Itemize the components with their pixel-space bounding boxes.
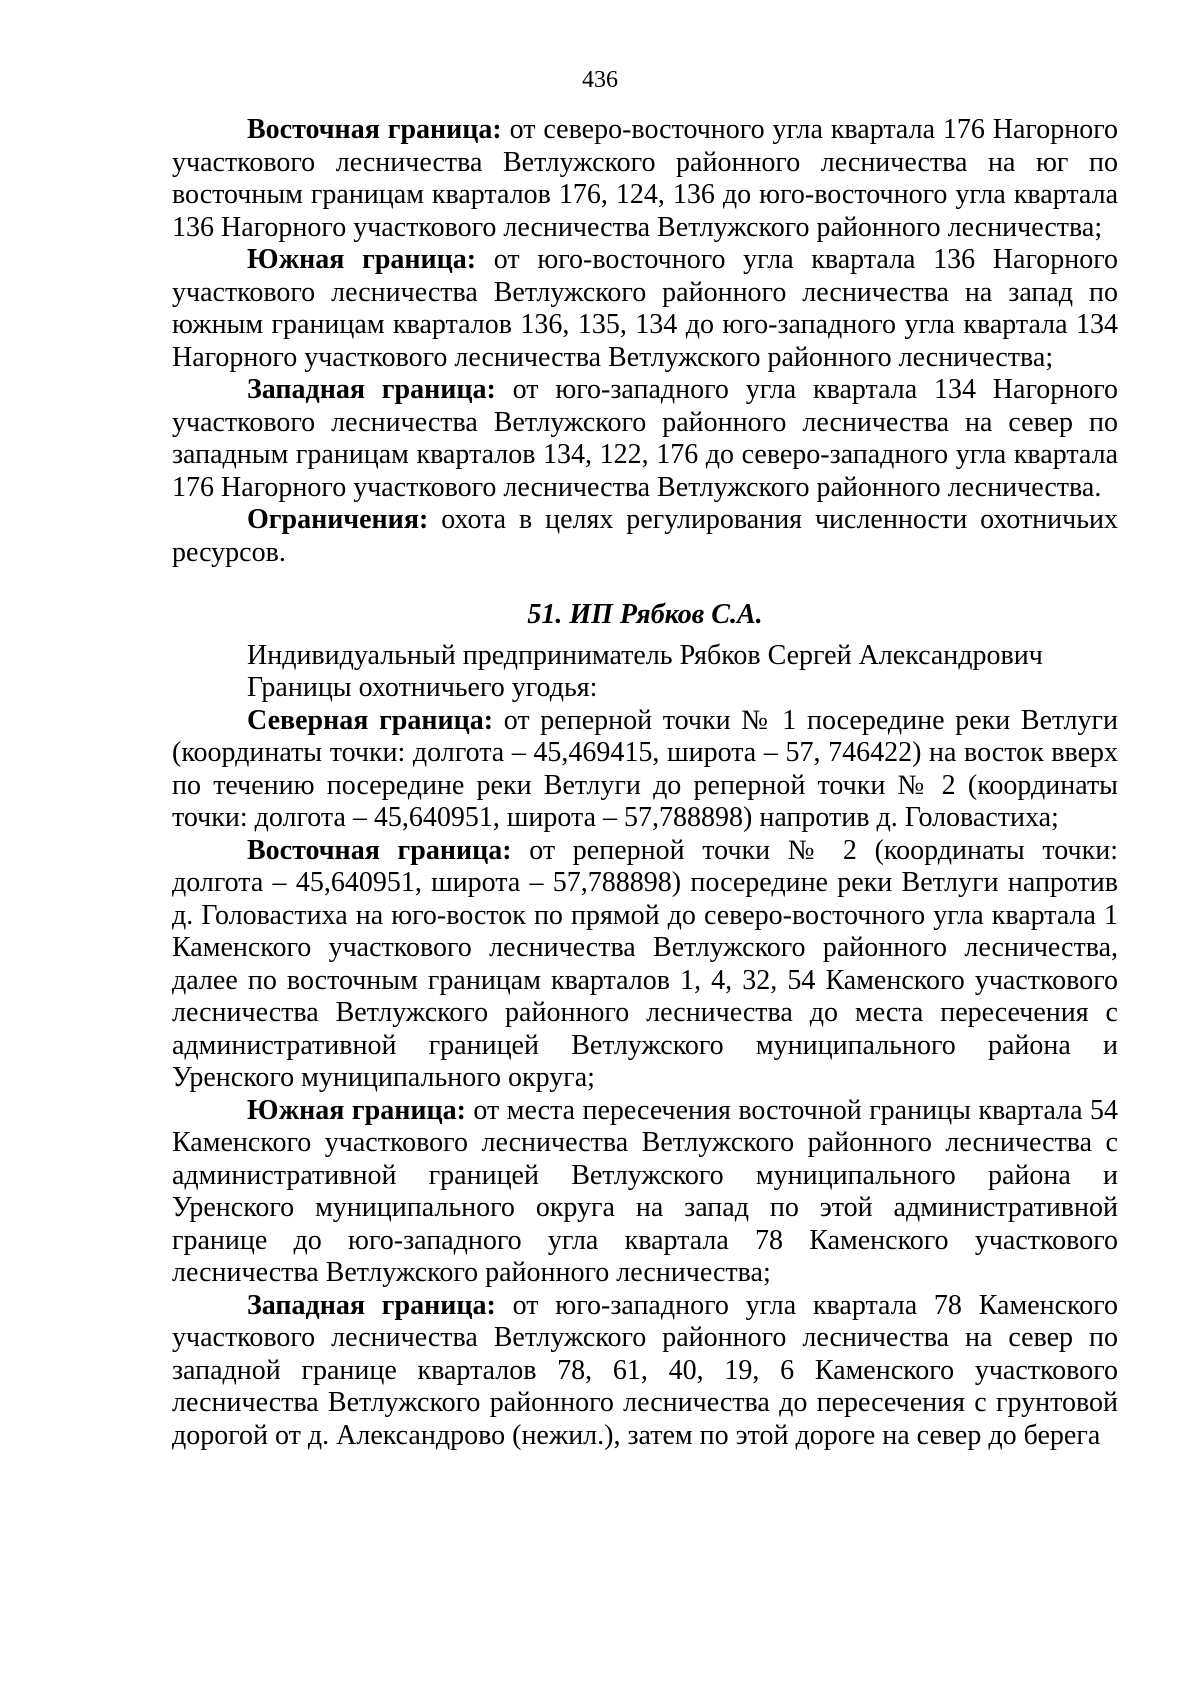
paragraph-owner: Индивидуальный предприниматель Рябков Сергей Александрович <box>247 639 1043 671</box>
paragraph-label: Западная граница: <box>247 374 496 405</box>
paragraph-north-border-2 <box>172 705 1118 835</box>
paragraph-text: от юго-западного угла квартала 78 Каменского участкового лесничества Ветлужского районного лесничества на север по западной границе кварталов 78, 61, 40, 19, 6 Каменского участкового лесничества Ветлужского районного лесничества до пересечения с грунтовой дорогой от д. Александрово (нежил.), затем по этой дороге на север до берега <box>172 1289 1118 1451</box>
paragraph-east-border-2 <box>172 835 1118 1095</box>
paragraph-text: от юго-западного угла квартала 134 Нагорного участкового лесничества Ветлужского районного лесничества на север по западным границам кварталов 134, 122, 176 до северо-западного угла квартала 176 Нагорного участкового лесничества Ветлужского районного лесничества. <box>172 374 1119 503</box>
paragraph-label: Восточная граница: <box>247 834 512 866</box>
paragraph-restrictions <box>172 504 1118 569</box>
paragraph-south-border-1 <box>172 244 1118 374</box>
paragraph-south-border-2 <box>172 1095 1118 1290</box>
paragraph-text: от юго-восточного угла квартала 136 Нагорного участкового лесничества Ветлужского районного лесничества на запад по южным границам кварталов 136, 135, 134 до юго-западного угла квартала 134 Нагорного участкового лесничества Ветлужского районного лесничества; <box>172 244 1119 373</box>
paragraph-text: охота в целях регулирования численности охотничьих ресурсов. <box>172 504 1118 568</box>
paragraph-text: от реперной точки № 1 посередине реки Ветлуги (координаты точки: долгота – 45,469415, широта – 57, 746422) на восток вверх по течению посередине реки Ветлуги до реперной точки № 2 (координаты точки: долгота – 45,640951, широта – 57,788898) напротив д. Головастиха; <box>172 704 1118 833</box>
paragraph-label: Западная граница: <box>247 1289 496 1321</box>
document-body <box>172 114 1118 1452</box>
paragraph-west-border-1 <box>172 374 1118 504</box>
paragraph-text: от северо-восточного угла квартала 176 Нагорного участкового лесничества Ветлужского районного лесничества на юг по восточным границам кварталов 176, 124, 136 до юго-восточного угла квартала 136 Нагорного участкового лесничества Ветлужского районного лесничества; <box>172 114 1118 243</box>
paragraph-label: Южная граница: <box>247 244 477 275</box>
page-number: 436 <box>582 67 618 93</box>
paragraph-label: Северная граница: <box>247 704 494 736</box>
paragraph-west-border-2 <box>172 1290 1118 1453</box>
paragraph-east-border-1 <box>172 114 1118 244</box>
paragraph-borders-intro: Границы охотничьего угодья: <box>247 672 598 703</box>
section-heading: 51. ИП Рябков С.А. <box>527 599 763 630</box>
paragraph-label: Южная граница: <box>247 1094 466 1126</box>
paragraph-text: от места пересечения восточной границы квартала 54 Каменского участкового лесничества Ветлужского районного лесничества с административной границей Ветлужского муниципального района и Уренского муниципального округа на запад по этой административной границе до юго-западного угла квартала 78 Каменского участкового лесничества Ветлужского районного лесничества; <box>172 1094 1118 1288</box>
paragraph-text: от реперной точки № 2 (координаты точки: долгота – 45,640951, широта – 57,788898) посередине реки Ветлуги напротив д. Головастиха на юго-восток по прямой до северо-восточного угла квартала 1 Каменского участкового лесничества Ветлужского районного лесничества, далее по восточным границам кварталов 1, 4, 32, 54 Каменского участкового лесничества Ветлужского районного лесничества до места пересечения с административной границей Ветлужского муниципального района и Уренского муниципального округа; <box>172 834 1118 1093</box>
paragraph-label: Восточная граница: <box>247 114 502 145</box>
paragraph-label: Ограничения: <box>247 504 429 535</box>
